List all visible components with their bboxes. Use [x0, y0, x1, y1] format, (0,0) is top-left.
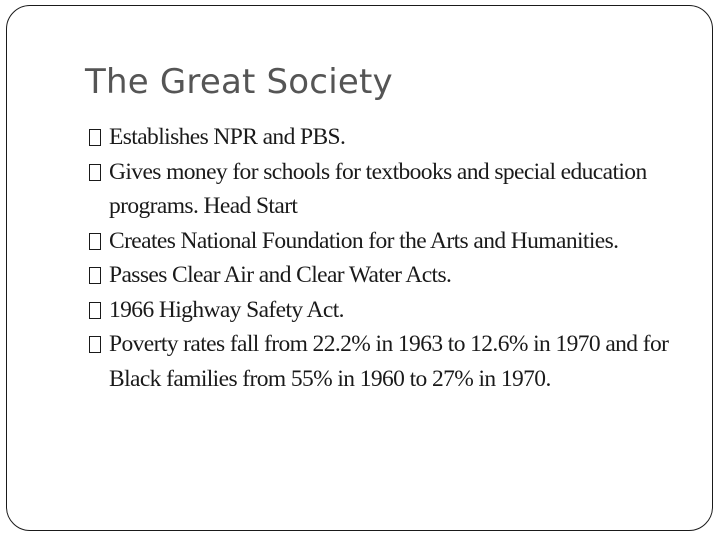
bullet-box-icon — [89, 267, 101, 284]
bullet-box-icon — [89, 164, 101, 181]
bullet-item — [89, 155, 689, 224]
bullet-text: 1966 Highway Safety Act. — [109, 296, 344, 323]
bullet-box-icon — [89, 302, 101, 319]
slide-frame — [6, 5, 713, 531]
bullet-item — [89, 120, 689, 155]
bullet-text: Creates National Foundation for the Arts and Humanities. — [109, 227, 619, 254]
slide-title: The Great Society — [85, 62, 393, 102]
bullet-item — [89, 258, 689, 293]
bullet-box-icon — [89, 233, 101, 250]
bullet-list — [89, 120, 689, 396]
bullet-item — [89, 327, 689, 396]
bullet-box-icon — [89, 129, 101, 146]
bullet-item — [89, 293, 689, 328]
bullet-text: Establishes NPR and PBS. — [109, 124, 346, 150]
bullet-item — [89, 224, 689, 259]
bullet-box-icon — [89, 336, 101, 353]
bullet-text: Poverty rates fall from 22.2% in 1963 to 12.6% in 1970 and for Black families from 55% in 1960 to 27% in 1970. — [109, 331, 669, 392]
bullet-text: Passes Clear Air and Clear Water Acts. — [109, 262, 452, 288]
bullet-text: Gives money for schools for textbooks and special education programs. Head Start — [109, 158, 647, 219]
